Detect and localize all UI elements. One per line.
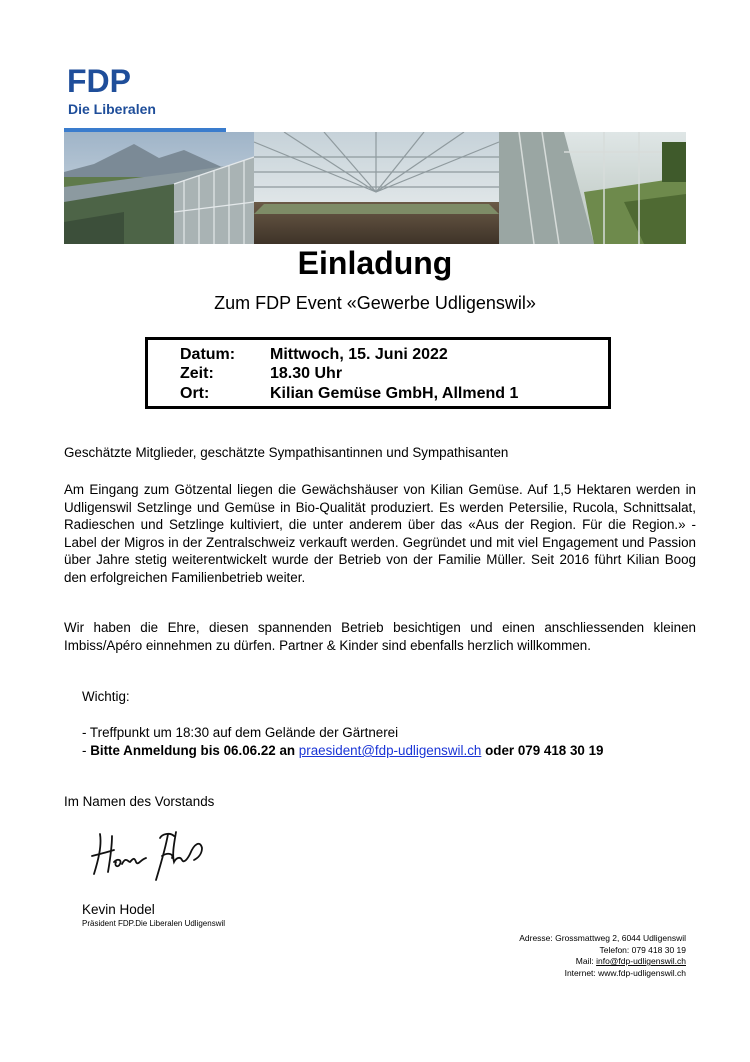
logo-fdp: FDP <box>67 63 131 99</box>
info-label: Ort: <box>180 385 210 402</box>
event-subtitle: Zum FDP Event «Gewerbe Udligenswil» <box>214 293 536 313</box>
event-info-box <box>145 337 611 409</box>
logo-subtitle: Die Liberalen <box>68 101 156 117</box>
mail-link[interactable]: info@fdp-udligenswil.ch <box>596 956 686 966</box>
mail-line <box>519 956 686 968</box>
info-value: Mittwoch, 15. Juni 2022 <box>270 346 448 363</box>
important-item-meeting: - Treffpunkt um 18:30 auf dem Gelände der Gärtnerei <box>82 725 399 740</box>
info-label: Zeit: <box>180 365 214 382</box>
registration-text: Bitte Anmeldung bis 06.06.22 an <box>90 743 299 758</box>
registration-email-link[interactable]: praesident@fdp-udligenswil.ch <box>298 743 482 758</box>
info-row-location <box>180 384 518 404</box>
bullet-dash: - <box>82 743 91 758</box>
phone-line: Telefon: 079 418 30 19 <box>599 944 686 955</box>
signer-name: Kevin Hodel <box>82 902 155 917</box>
important-heading: Wichtig: <box>82 689 130 704</box>
address-block <box>519 933 686 979</box>
paragraph-intro: Am Eingang zum Götzental liegen die Gewächshäuser von Kilian Gemüse. Auf 1,5 Hektaren werden in Udligenswil Setzlinge und Gemüse in Bio-Qualität produziert. Es werden Petersilie, Rucola, Schnittsalat, Radieschen und Setzlinge kultiviert, die unter anderem über das «Aus der Region. Für die Region.» - Label der Migros in der Zentralschweiz verkauft werden. Gegründet und mit viel Engagement und Passion über Jahre stetig weiterentwickelt wurde der Betrieb von der Familie Müller. Seit 2016 führt Kilian Boog den erfolgreichen Familienbetrieb weiter. <box>64 482 696 585</box>
mail-label: Mail: <box>575 956 597 966</box>
signature-image <box>90 826 220 886</box>
greenhouse-photos <box>64 132 686 244</box>
info-value: 18.30 Uhr <box>270 365 343 382</box>
info-label: Datum: <box>180 346 236 363</box>
address-line: Adresse: Grossmattweg 2, 6044 Udligenswil <box>519 933 686 943</box>
info-value: Kilian Gemüse GmbH, Allmend 1 <box>270 385 519 402</box>
page-title: Einladung <box>297 245 453 281</box>
signer-role: Präsident FDP.Die Liberalen Udligenswil <box>82 919 226 928</box>
greeting: Geschätzte Mitglieder, geschätzte Sympathisantinnen und Sympathisanten <box>64 445 509 460</box>
important-item-registration <box>82 742 702 760</box>
registration-phone: oder 079 418 30 19 <box>481 743 604 758</box>
paragraph-invitation: Wir haben die Ehre, diesen spannenden Betrieb besichtigen und einen anschliessenden kleinen Imbiss/Apéro einnehmen zu dürfen. Partner & Kinder sind ebenfalls herzlich willkommen. <box>64 620 696 653</box>
info-row-date <box>180 345 448 365</box>
internet-line: Internet: www.fdp-udligenswil.ch <box>564 967 686 978</box>
closing: Im Namen des Vorstands <box>64 794 215 809</box>
greenhouse-banner <box>64 132 686 244</box>
info-row-time <box>180 364 342 384</box>
